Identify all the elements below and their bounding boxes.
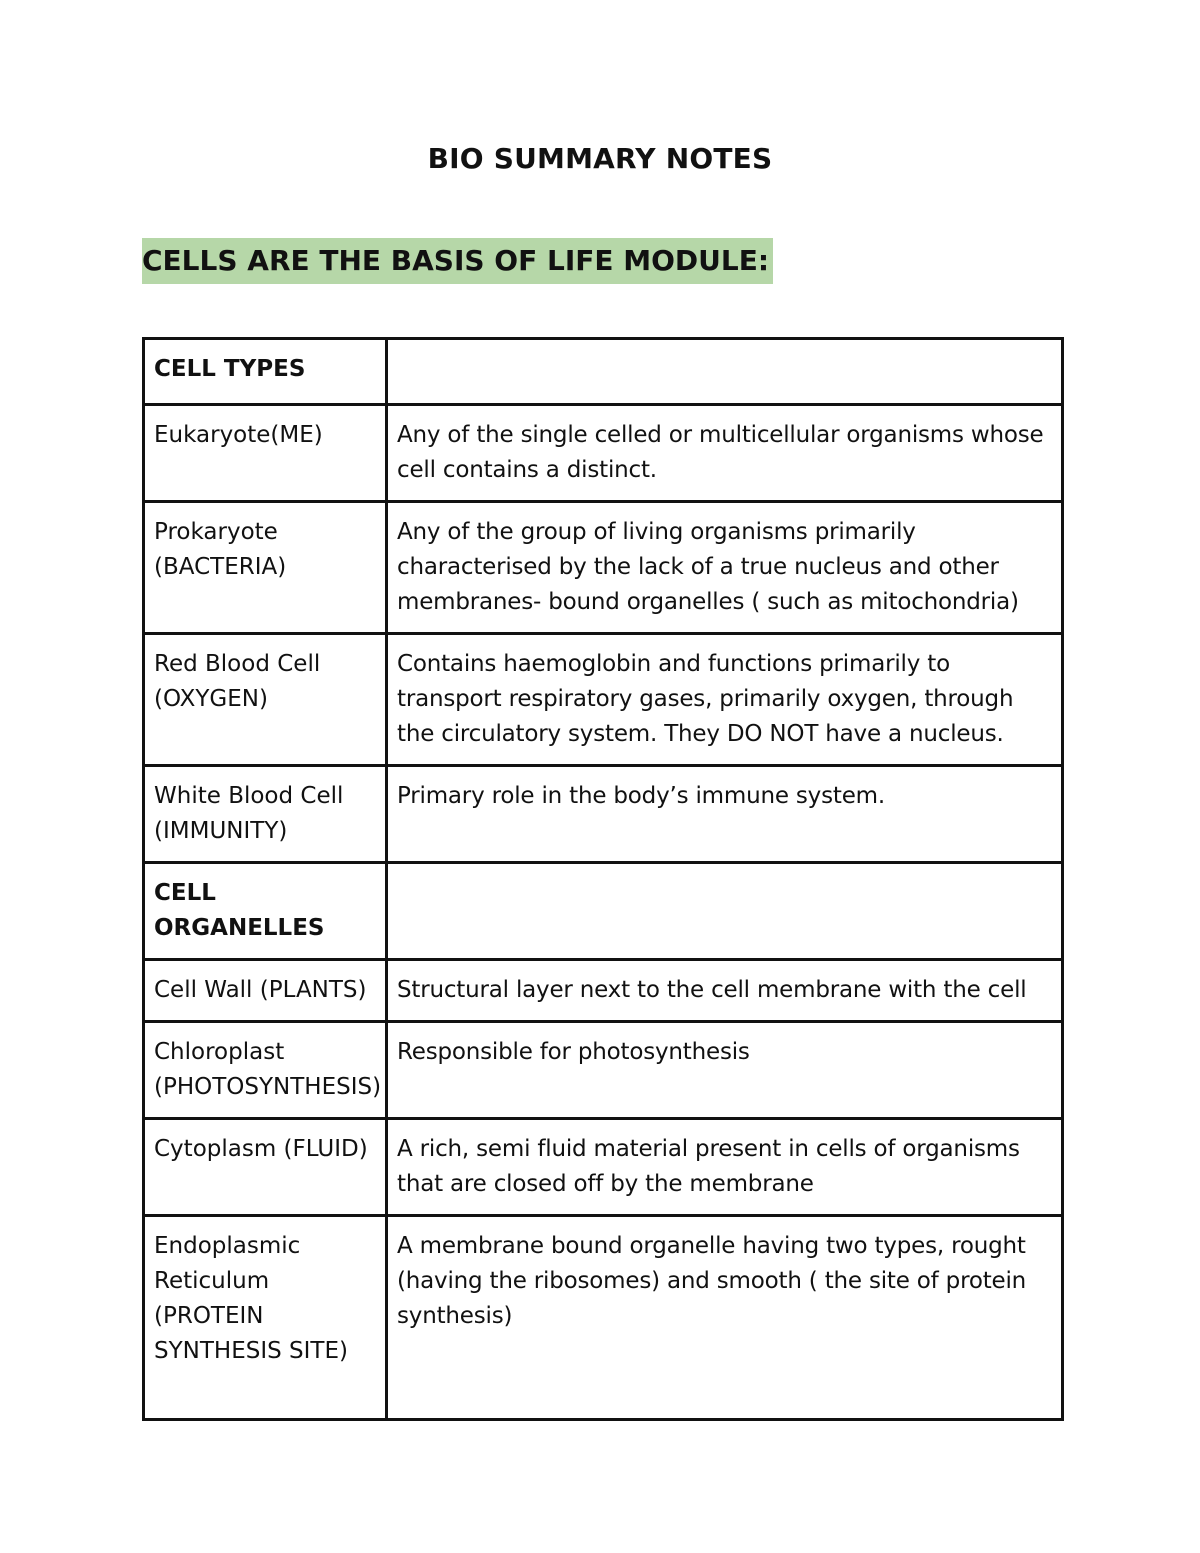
- definition-cell: A rich, semi fluid material present in cells of organisms that are closed off by the membrane: [387, 1119, 1063, 1216]
- table-row: [144, 502, 1063, 634]
- definition-cell: Any of the single celled or multicellular organisms whose cell contains a distinct.: [387, 405, 1063, 502]
- section-heading-cell: CELL ORGANELLES: [144, 863, 387, 960]
- term-cell: Eukaryote(ME): [144, 405, 387, 502]
- definition-cell: Responsible for photosynthesis: [387, 1022, 1063, 1119]
- definition-cell: A membrane bound organelle having two types, rought (having the ribosomes) and smooth ( the site of protein synthesis): [387, 1216, 1063, 1420]
- cell-notes-table: [142, 337, 1064, 1421]
- term-cell: Endoplasmic Reticulum (PROTEIN SYNTHESIS SITE): [144, 1216, 387, 1420]
- term-cell: Prokaryote (BACTERIA): [144, 502, 387, 634]
- table-row: [144, 405, 1063, 502]
- definition-cell: Primary role in the body’s immune system.: [387, 766, 1063, 863]
- table-row-cell-types-header: [144, 339, 1063, 405]
- definition-cell: Any of the group of living organisms primarily characterised by the lack of a true nucleus and other membranes- bound organelles ( such as mitochondria): [387, 502, 1063, 634]
- term-cell: Cytoplasm (FLUID): [144, 1119, 387, 1216]
- page-title: BIO SUMMARY NOTES: [427, 142, 773, 175]
- table-row: [144, 766, 1063, 863]
- definition-cell: [387, 863, 1063, 960]
- table-row: [144, 1119, 1063, 1216]
- definition-cell: Contains haemoglobin and functions primarily to transport respiratory gases, primarily oxygen, through the circulatory system. They DO NOT have a nucleus.: [387, 634, 1063, 766]
- term-cell: Chloroplast (PHOTOSYNTHESIS): [144, 1022, 387, 1119]
- definition-cell: Structural layer next to the cell membrane with the cell: [387, 960, 1063, 1022]
- table-row: [144, 634, 1063, 766]
- table-row: [144, 1022, 1063, 1119]
- table-row: [144, 1216, 1063, 1420]
- section-heading-cell: CELL TYPES: [144, 339, 387, 405]
- term-cell: Red Blood Cell (OXYGEN): [144, 634, 387, 766]
- module-heading: CELLS ARE THE BASIS OF LIFE MODULE:: [142, 238, 773, 284]
- term-cell: Cell Wall (PLANTS): [144, 960, 387, 1022]
- table-row-cell-organelles-header: [144, 863, 1063, 960]
- definition-cell: [387, 339, 1063, 405]
- table-row: [144, 960, 1063, 1022]
- term-cell: White Blood Cell (IMMUNITY): [144, 766, 387, 863]
